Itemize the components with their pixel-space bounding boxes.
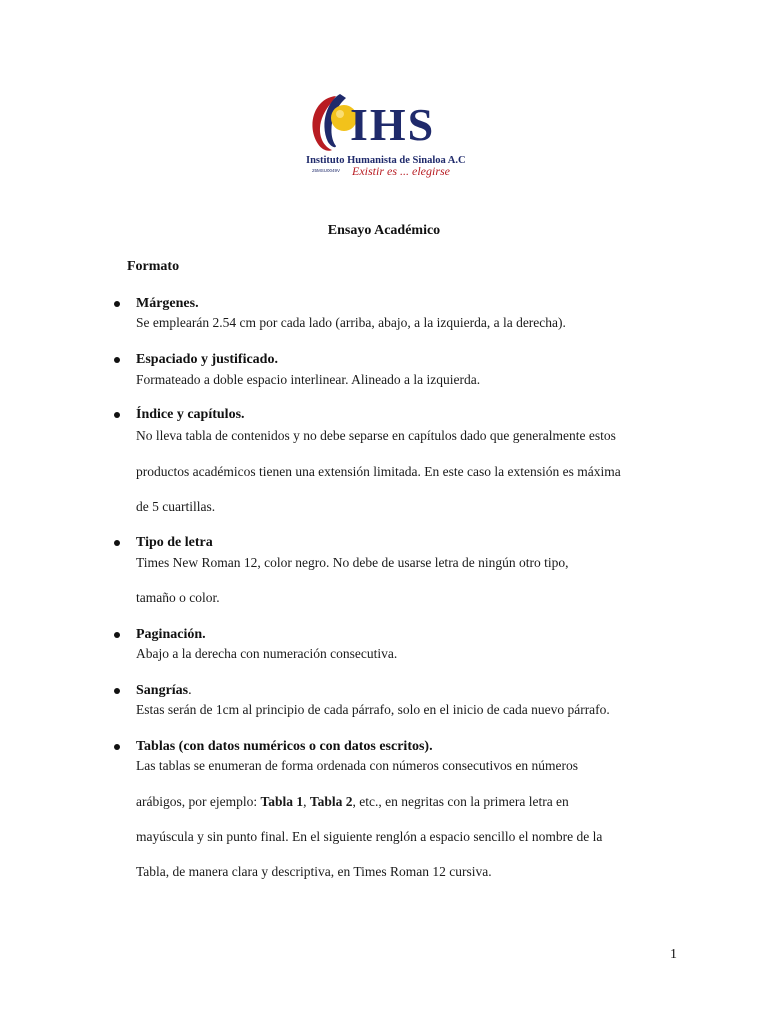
item-text: tamaño o color. <box>136 590 220 605</box>
table-ref-1: Tabla 1 <box>260 794 304 809</box>
item-text: de 5 cuartillas. <box>136 499 216 514</box>
item-text: Tabla, de manera clara y descriptiva, en Times Roman 12 cursiva. <box>136 864 492 879</box>
bullet-icon <box>114 540 120 546</box>
logo-slogan: Existir es ... elegirse <box>352 164 450 178</box>
item-title: Índice y capítulos. <box>136 407 245 422</box>
item-text-suffix: , etc., en negritas con la primera letra en <box>352 794 569 809</box>
item-title: Espaciado y justificado. <box>136 352 278 367</box>
item-title-text: Sangrías <box>136 683 189 698</box>
bullet-icon <box>114 301 120 307</box>
item-text: Se emplearán 2.54 cm por cada lado (arriba, abajo, a la izquierda, a la derecha). <box>136 315 566 330</box>
item-text-sep: , <box>303 794 310 809</box>
item-title: Tipo de letra <box>136 535 213 550</box>
item-title: Paginación. <box>136 627 206 642</box>
logo-institution-name: Instituto Humanista de Sinaloa A.C <box>306 155 466 166</box>
item-text-prefix: arábigos, por ejemplo: <box>136 794 261 809</box>
item-text: Abajo a la derecha con numeración consecutiva. <box>136 646 398 661</box>
page-number: 1 <box>670 947 677 962</box>
item-text: Estas serán de 1cm al principio de cada párrafo, solo en el inicio de cada nuevo párrafo. <box>136 702 610 717</box>
item-text: Times New Roman 12, color negro. No debe de usarse letra de ningún otro tipo, <box>136 555 569 570</box>
item-title <box>136 682 192 699</box>
item-text: Formateado a doble espacio interlinear. Alineado a la izquierda. <box>136 372 481 387</box>
item-text: productos académicos tienen una extensión limitada. En este caso la extensión es máxima <box>136 464 621 479</box>
item-text: No lleva tabla de contenidos y no debe separse en capítulos dado que generalmente estos <box>136 428 616 443</box>
item-text: mayúscula y sin punto final. En el siguiente renglón a espacio sencillo el nombre de la <box>136 829 603 844</box>
table-ref-2: Tabla 2 <box>309 794 353 809</box>
institution-logo <box>306 92 466 188</box>
item-text: Las tablas se enumeran de forma ordenada con números consecutivos en números <box>136 758 578 773</box>
bullet-icon <box>114 744 120 750</box>
bullet-icon <box>114 688 120 694</box>
item-title-suffix: . <box>188 683 192 698</box>
bullet-icon <box>114 632 120 638</box>
item-text-mixed <box>136 793 569 810</box>
section-heading: Formato <box>127 259 180 274</box>
bullet-icon <box>114 357 120 363</box>
logo-code: 25MSU0049V <box>312 168 341 173</box>
item-title: Márgenes. <box>136 296 199 311</box>
bullet-icon <box>114 412 120 418</box>
document-title: Ensayo Académico <box>327 223 441 238</box>
logo-acronym: IHS <box>350 99 436 150</box>
item-title: Tablas (con datos numéricos o con datos escritos). <box>136 739 433 754</box>
